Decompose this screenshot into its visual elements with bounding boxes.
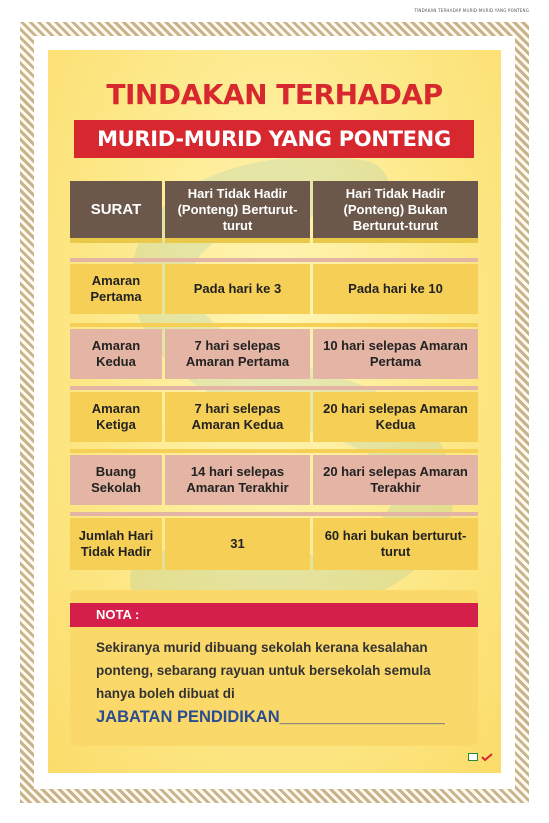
row-stripe <box>70 449 478 453</box>
table-row-5-berturut: 31 <box>165 518 310 570</box>
table-row-2-bukan: 10 hari selepas Amaran Pertama <box>313 329 478 379</box>
row-stripe <box>70 386 478 390</box>
header-bukan-berturut: Hari Tidak Hadir (Ponteng) Bukan Berturut-turut <box>313 181 478 243</box>
table-row-4-bukan: 20 hari selepas Amaran Terakhir <box>313 455 478 505</box>
publisher-logo-icon <box>468 753 478 761</box>
publisher-logos <box>468 752 498 762</box>
row-stripe <box>70 258 478 262</box>
table-row-5-bukan: 60 hari bukan berturut-turut <box>313 518 478 570</box>
jabatan-line: JABATAN PENDIDIKAN__________________ <box>96 708 445 726</box>
row-stripe <box>70 512 478 516</box>
table-row-2-surat: Amaran Kedua <box>70 329 162 379</box>
table-row-3-berturut: 7 hari selepas Amaran Kedua <box>165 392 310 442</box>
table-row-4-surat: Buang Sekolah <box>70 455 162 505</box>
nota-label: NOTA : <box>96 607 140 622</box>
check-logo-icon <box>481 753 493 761</box>
page-title: TINDAKAN TERHADAP <box>106 78 443 111</box>
table-row-3-bukan: 20 hari selepas Amaran Kedua <box>313 392 478 442</box>
header-berturut: Hari Tidak Hadir (Ponteng) Berturut-turut <box>165 181 310 243</box>
page-subtitle: MURID-MURID YANG PONTENG <box>74 120 474 158</box>
table-row-1-surat: Amaran Pertama <box>70 264 162 314</box>
table-row-2-berturut: 7 hari selepas Amaran Pertama <box>165 329 310 379</box>
row-stripe <box>70 323 478 327</box>
header-surat: SURAT <box>70 181 162 243</box>
table-row-4-berturut: 14 hari selepas Amaran Terakhir <box>165 455 310 505</box>
table-row-1-bukan: Pada hari ke 10 <box>313 264 478 314</box>
header-note: TINDAKAN TERHADAP MURID-MURID YANG PONTENG <box>414 8 529 13</box>
table-row-5-surat: Jumlah Hari Tidak Hadir <box>70 518 162 570</box>
table-row-3-surat: Amaran Ketiga <box>70 392 162 442</box>
nota-text: Sekiranya murid dibuang sekolah kerana kesalahan ponteng, sebarang rayuan untuk bersekolah semula hanya boleh dibuat di <box>96 640 431 701</box>
table-row-1-berturut: Pada hari ke 3 <box>165 264 310 314</box>
